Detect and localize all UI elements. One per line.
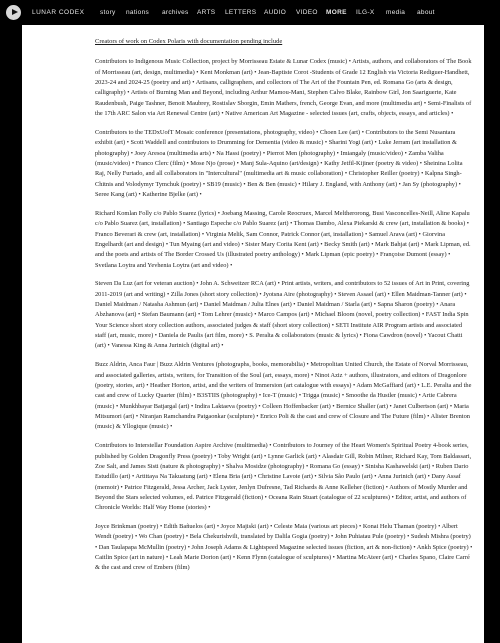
nav-story[interactable]: story bbox=[100, 9, 116, 16]
paragraph-2: Contributors to the TEDxUofT Mosaic conference (presentations, photography, video) • Choen Lee (art) • Contributors to the Semi Nusantara exhibit (art) • Scott Waddell and contributors to Drumming for Dementia (video & music) • Sharini Yogi (art) • Luke Jerram (art installation & photography) • Joey Aresoa (multimedia arts) • Na Hassi (poetry) • Pierrot Men (photography) • Imiangaly (music/video) • Zamba Valiha (music/video) • Franco Clerc (film) • Mose Njo (prose) • Manj Sula-Aquino (art/design) • Kathy Jetfil-Kijiner (poetry & video) • Sheinina Lolita Raj, Nelly Furtado, and all collaborators in "Intercultural" (multimedia art & music collaboration) • Christopher Reiller (poetry) • Kalpna Singh-Chitnis and Volodymyr Tymchuk (poetry) • SB19 (music) • Ben & Ben (music) • Hilary J. England, with Anthony (art) • Jan Sy (photography) • Seree Kang (art) • Katherine Bjelke (art) • bbox=[95, 128, 463, 198]
nav-more[interactable]: MORE bbox=[326, 9, 347, 16]
site-logo[interactable]: LUNAR CODEX bbox=[32, 9, 85, 16]
top-nav-bar bbox=[0, 0, 500, 25]
nav-ilg-x[interactable]: ILG-X bbox=[356, 9, 375, 16]
creators-list bbox=[95, 37, 473, 582]
paragraph-7: Joyce Brinkman (poetry) • Edith Bañuelos (art) • Joyce Majiski (art) • Celeste Maia (various art pieces) • Konai Helu Thaman (poetry) • Albert Wendt (poetry) • Wo Chan (poetry) • Bela Chekurishvili, translated by Dalila Gogia (poetry) • John Puhiatau Pule (poetry) • Sudesh Mishra (poetry) • Dan Taulapapa McMullin (poetry) • John Joseph Adams & Lightspeed Magazine selected issues (fiction, art & non-fiction) • Ankh Spice (poetry) • Caitlin Spice (art in nature) • Leah Marie Dorion (art) • Kenn Flynn (catalogue of sculptures) • Martina McAteer (art) • Charles Spano, Claire Carré & the cast and crew of Embers (film) bbox=[95, 523, 473, 572]
nav-letters[interactable]: LETTERS bbox=[225, 9, 257, 16]
nav-audio[interactable]: AUDIO bbox=[264, 9, 287, 16]
paragraph-1: Contributors to Indigenous Music Collection, project by Morrisseau Estate & Lunar Codex (music) • Artists, authors, and collaborators of The Book of Morrisseau (art, design, multimedia) • Kent Monkman (art) • Jean-Baptiste Corot -Students of Grade 12 English via Victoria Rediguer-Handhett, 2023-24 and 2024-25 (poetry and art) • Artisans, calligraphers, and collectors of The Art of the Fountain Pen, ed. Romana Go (arts & design, calligraphy) • Artists of Burning Man and Beyond, including Arthur Mamou-Mani, Stephen Calvo Blake, Rainbow Girl, Jon Saariguerte, Kate Raudenbush, Paige Tashner, Benoit Maubrey, Rostislav Sborgin, Emin Mathers, french, George Evan, and more (multimedia art) • Semi-Finalists of the 17th ARC Salon via Art Renewal Centre (art) • Native American Art Magazine - selected issues (art, crafts, objects, essays, and articles) • bbox=[95, 58, 472, 118]
nav-about[interactable]: about bbox=[417, 9, 435, 16]
paragraph-3: Richard Komlan Folly c/o Pablo Suarez (lyrics) • Joebang Massing, Carole Reocruex, Marcel Meltherorong, Busi Vasconcelles-Neill, Aline Kapalu c/o Pablo Suarez (art, installation) • Santiago Espeche c/o Pablo Suarez (art) • Thomas Dambo, Alexa Piekarski & crew (art, installation & books) • Franco Beverari & crew (art, installation) • Virginia Melik, Sam Connor, Patrick Connor (art, installation) • Samuel Arava (art) • Giorvina Engelhardt (art and design) • Tun Myaing (art and video) • Sister Mary Corita Kent (art) • Becky Smith (art) • Mark Bahjat (art) • Mark Lipman, ed. and the poets and artists of The Border Crossed Us (illustrated poetry anthology) • Mark Lipman (epic poetry) • Françoise Dumont (essay) • Svetlana Loytra and Yevhenia Loytra (art and video) • bbox=[95, 209, 471, 269]
paragraph-4: Steven Da Luz (art for veteran auction) • John A. Schweitzer RCA (art) • Print artists, writers, and contributors to 52 issues of Art in Print, covering 2011-2019 (art and writing) • Zilla Jones (short story collection) • Jyotsna Aire (photography) • Steven Assael (art) • Ellen Maidman-Tanner (art) • Daniel Maidman / Natasha Ashmun (art) • Daniel Maidman / Julia Elnes (art) • Daniel Maidman / Starla (art) • Sapna Sharon (poetry) • Anara Abzhanova (art) • Stefan Baumann (art) • Tom Lehrer (music) • Marco Campos (art) • Michael Bloom (novel, poetry collection) • FAST India Spin Your Science short story collection authors, associated judges & staff (short story collection) • SETI Institute AIR Program artists and associated staff (art, music, more) • Daniela de Paulis (art film, more) • S. Peralta & collaborators (music & lyrics) • Fiona Cawdron (novel) • Yacout Chatti (art) • Vanessa King & Anna Jurinich (digital art) • bbox=[95, 280, 470, 350]
nav-nations[interactable]: nations bbox=[126, 9, 150, 16]
nav-arts[interactable]: ARTS bbox=[197, 9, 216, 16]
content-page bbox=[22, 25, 484, 643]
nav-media[interactable]: media bbox=[386, 9, 406, 16]
paragraph-6: Contributors to Interstellar Foundation Aspire Archive (multimedia) • Contributors to Journey of the Heart Women's Spiritual Poetry 4-book series, published by Golden Dragonfly Press (poetry) • Toby Wright (art) • Lynne Garlick (art) • Alasdair Gill, Robin Milner, Richard Kay, Tom Baldassari, Zoe Salt, and James Sisti (nature & photography) • Shalva Mosidze (photography) • Romana Go (essay) • Sinisha Kashawelski (art) • Ruben Dario Estudillo (art) • Artittaya Na Takuatung (art) • Elena Bria (art) • Christine Lavoie (art) • Silvia São Paulo (art) • Anna Jurinich (art) • Dany Assaf (memoir) • Patrice Fitzgerald, Jessa Archer, Jack Lyster, Jenlyn Dufresne, Tad Richards & Anne Kelleher (fiction) • Authors of Mostly Murder and Beyond the Stars selected volumes, ed. Patrice Fitzgerald (fiction) • Oceana Rain Stuart (catalogue of 22 sculptures) • Editor, artist, and authors of Chronicle Worlds: Half Way Home (stories) • bbox=[95, 442, 472, 512]
section-heading: Creators of work on Codex Polaris with documentation pending include bbox=[95, 38, 283, 45]
nav-video[interactable]: VIDEO bbox=[296, 9, 318, 16]
nav-archives[interactable]: archives bbox=[162, 9, 189, 16]
paragraph-5: Buzz Aldrin, Anca Faur | Buzz Aldrin Ventures (photographs, books, memorabilia) • Metropolitan United Church, the Estate of Norval Morrisseau, and associated galleries, artists, writers, for Transition of the Soul (art, essays, more) • Ninot Aziz + authors, illustrators, and editors of Dragonlore (poetry, stories, art) • Heather Horton, artist, and the writers of Immersion (art catalogue with essays) • Adam McGaffiard (art) • L.E. Peralta and the cast and crew of Lucky Quarter (film) • B3STIIS (photography) • Ice-T (music) • Trigga (music) • Smoothe da Hustler (music) • Artie Cabrera (music) • Munkhbayar Batjargal (art) • Indira Laktaeva (poetry) • Colleen Hoffenbacker (art) • Bernice Shaller (art) • Janet Culbertson (art) • Maria Mitsumori (art) • Niranjan Ramchandra Patgaonkar (sculpture) • Enrico Poli & the cast and crew of Closure and The Future (film) • Alister Brenton (music) & Yllogique (music) • bbox=[95, 361, 472, 431]
play-icon[interactable] bbox=[6, 5, 21, 20]
